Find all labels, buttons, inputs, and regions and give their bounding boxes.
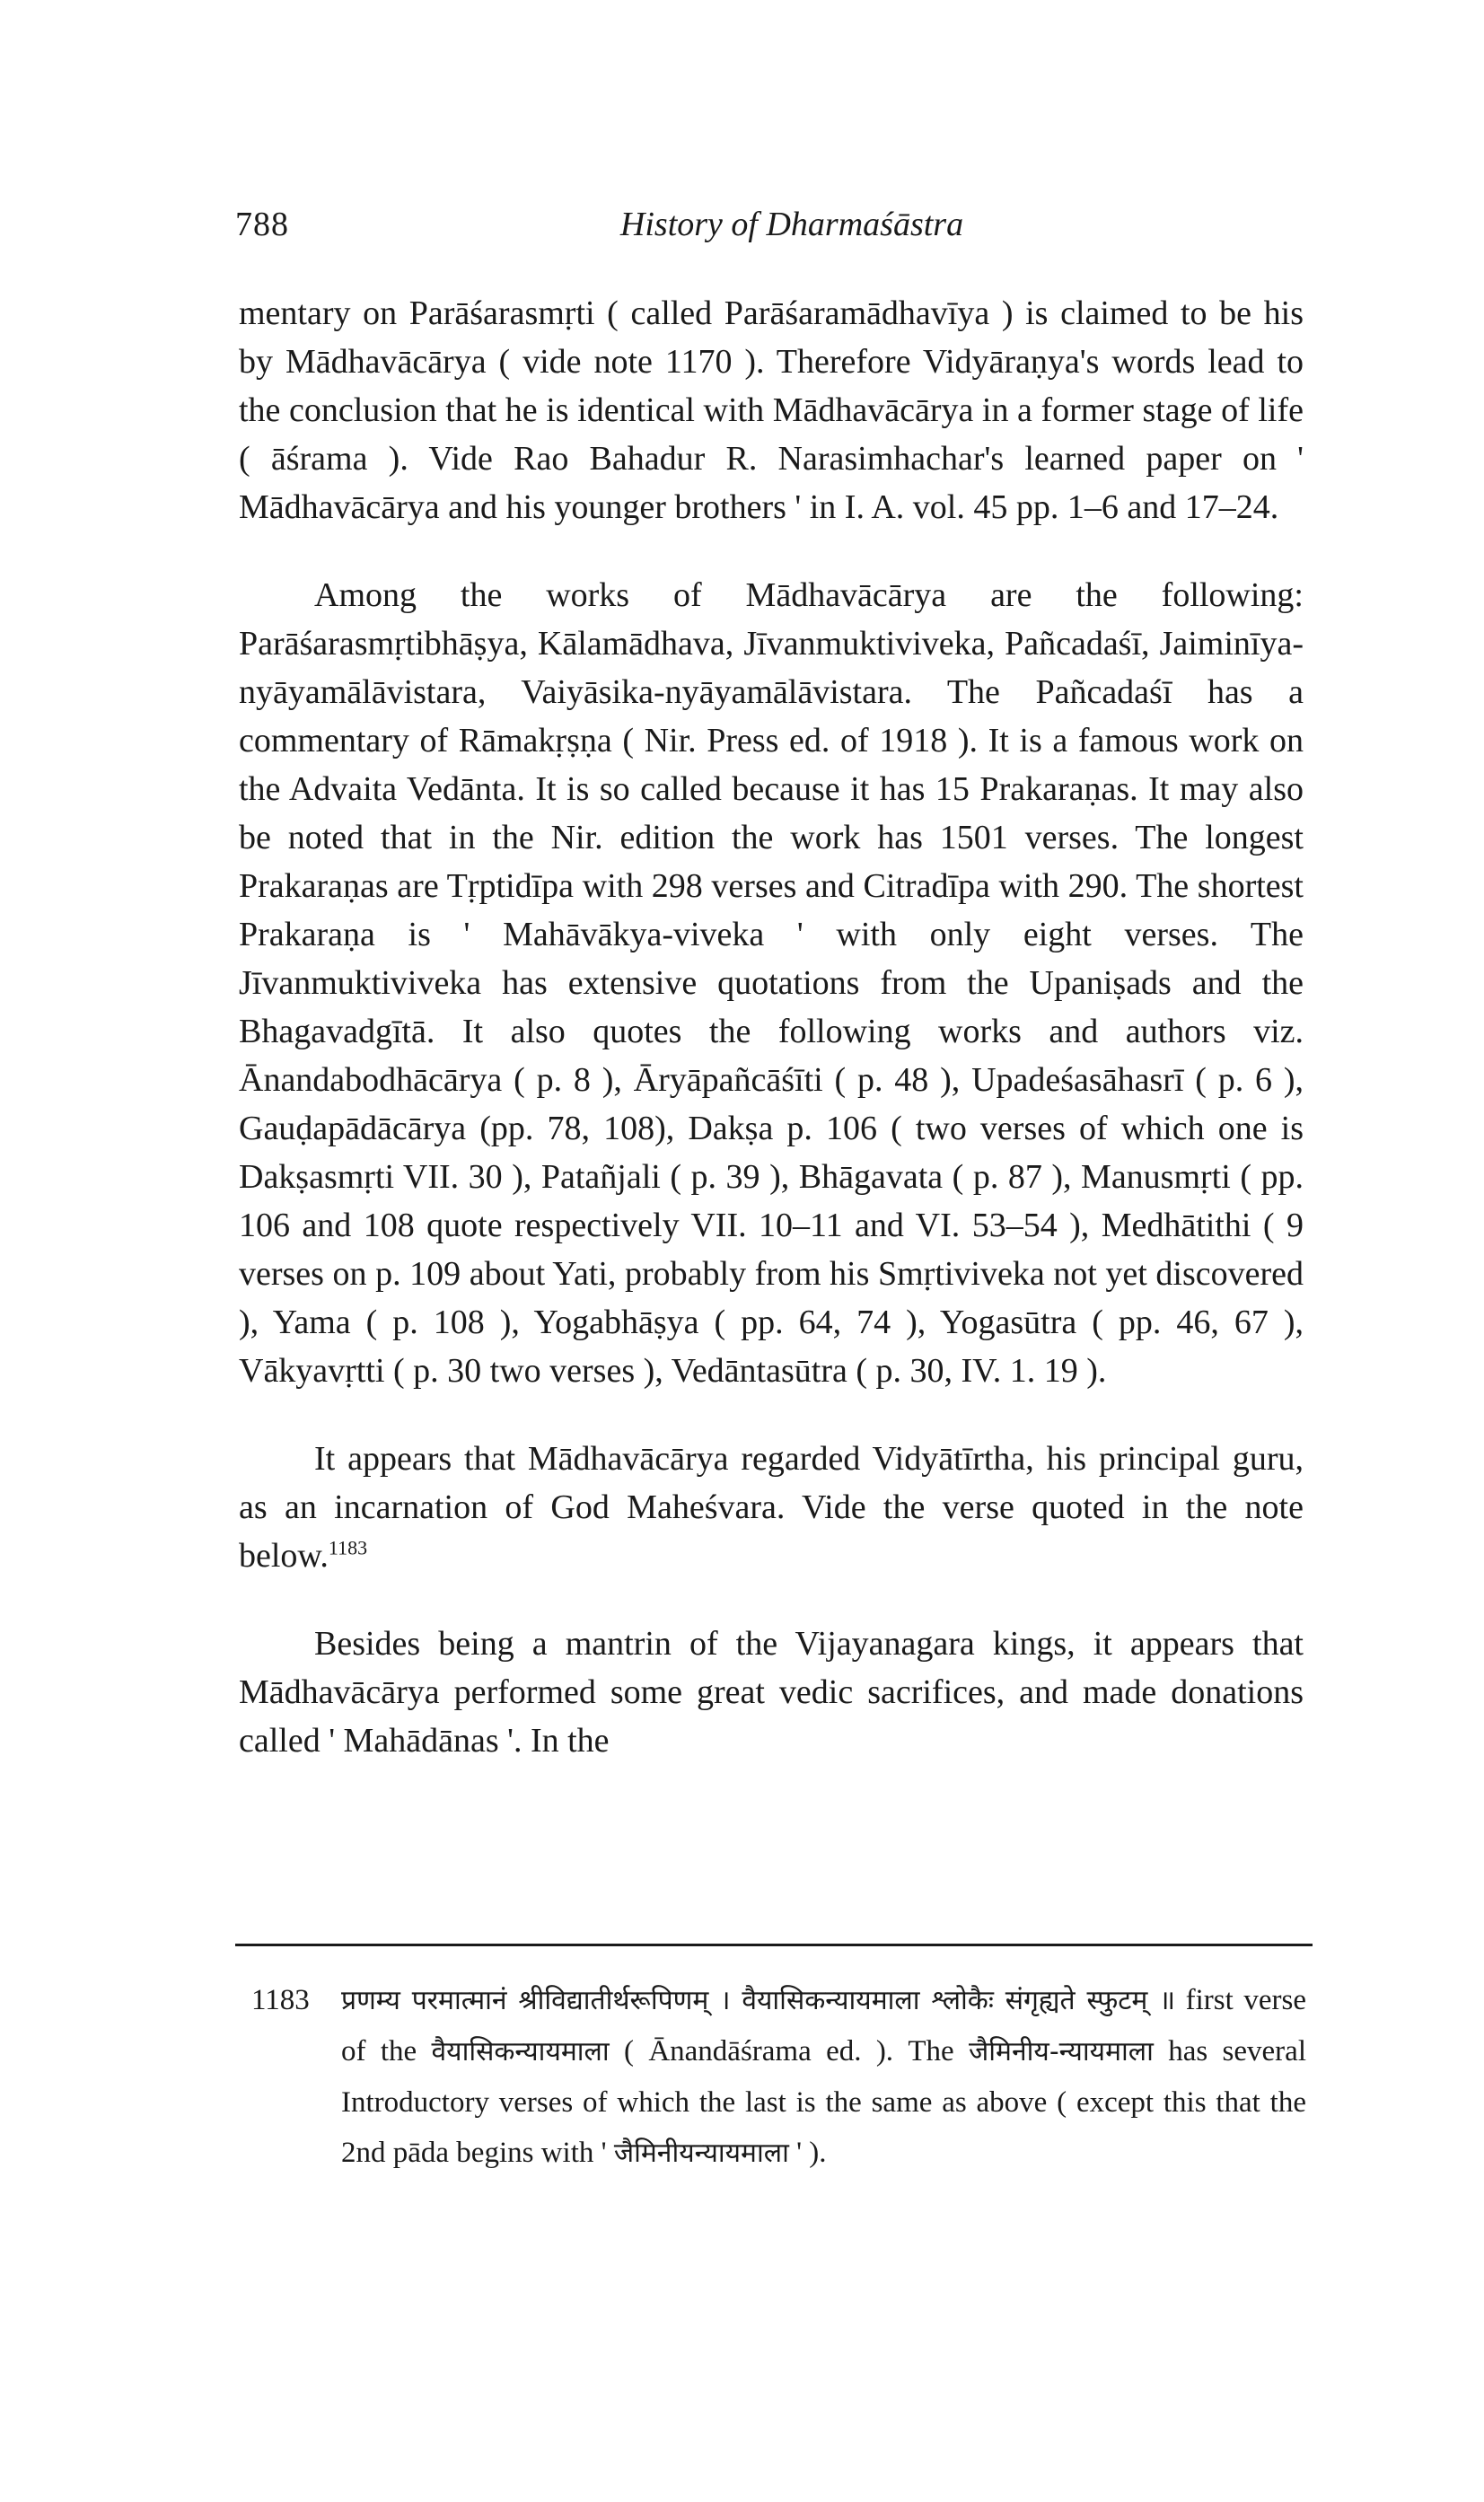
footnote-text-c: has several Introductory verses of which the last is the same as above ( except this that the 2nd pāda begins with ' — [341, 2035, 1306, 2169]
footnote-divider — [235, 1944, 1313, 1946]
footnote-sanskrit-begin: जैमिनीयन्यायमाला — [613, 2138, 789, 2169]
paragraph-1: mentary on Parāśarasmṛti ( called Parāśaramādhavīya ) is claimed to be his by Mādhavācārya ( vide note 1170 ). Therefore Vidyāraṇya's words lead to the conclusion that he is identical with Mādhavācārya in a former stage of life ( āśrama ). Vide Rao Bahadur R. Narasimhachar's learned paper on ' Mādhavācārya and his younger brothers ' in I. A. vol. 45 pp. 1–6 and 17–24. — [239, 294, 1304, 526]
running-title: History of Dharmaśāstra — [619, 206, 964, 243]
page-number: 788 — [235, 206, 289, 243]
footnote-sanskrit-title-2: जैमिनीय-न्यायमाला — [969, 2036, 1154, 2067]
footnote-sanskrit-title: वैयासिकन्यायमाला — [431, 2036, 610, 2067]
paragraph-4: Besides being a mantrin of the Vijayanagara kings, it appears that Mādhavācārya performed some great vedic sacrifices, and made donations called ' Mahādānas '. In the — [239, 1625, 1304, 1760]
main-text — [239, 289, 1304, 1765]
paragraph-3-text: It appears that Mādhavācārya regarded Vidyātīrtha, his principal guru, as an incarnation of God Maheśvara. Vide the verse quoted in the note below. — [239, 1440, 1304, 1575]
footnote-text — [341, 1975, 1306, 2179]
paragraph-2: Among the works of Mādhavācārya are the following: Parāśarasmṛtibhāṣya, Kālamādhava, Jīvanmuktiviveka, Pañcadaśī, Jaiminīya-nyāyamālāvistara, Vaiyāsika-nyāyamālāvistara. The Pañcadaśī has a commentary of Rāmakṛṣṇa ( Nir. Press ed. of 1918 ). It is a famous work on the Advaita Vedānta. It is so called because it has 15 Prakaraṇas. It may also be noted that in the Nir. edition the work has 1501 verses. The longest Prakaraṇas are Tṛptidīpa with 298 verses and Citradīpa with 290. The shortest Prakaraṇa is ' Mahāvākya-viveka ' with only eight verses. The Jīvanmuktiviveka has extensive quotations from the Upaniṣads and the Bhagavadgītā. It also quotes the following works and authors viz. Ānandabodhācārya ( p. 8 ), Āryāpañcāśīti ( p. 48 ), Upadeśasāhasrī ( p. 6 ), Gauḍapādācārya (pp. 78, 108), Dakṣa p. 106 ( two verses of which one is Dakṣasmṛti VII. 30 ), Patañjali ( p. 39 ), Bhāgavata ( p. 87 ), Manusmṛti ( pp. 106 and 108 quote respectively VII. 10–11 and VI. 53–54 ), Medhātithi ( 9 verses on p. 109 about Yati, probably from his Smṛtiviveka not yet discovered ), Yama ( p. 108 ), Yogabhāṣya ( pp. 64, 74 ), Yogasūtra ( pp. 46, 67 ), Vākyavṛtti ( p. 30 two verses ), Vedāntasūtra ( p. 30, IV. 1. 19 ). — [239, 576, 1304, 1390]
paragraph-3 — [239, 1435, 1304, 1580]
footnote-sanskrit-verse: प्रणम्य परमात्मानं श्रीविद्यातीर्थरूपिणम् । वैयासिकन्यायमाला श्लोकैः संगृह्यते स्फुटम् ॥ — [341, 1985, 1176, 2016]
footnote — [251, 1975, 1306, 2179]
footnote-text-b: ( Ānandāśrama ed. ). The — [609, 2035, 970, 2067]
footnote-text-d: ' ). — [788, 2137, 827, 2169]
page-header — [235, 205, 1313, 259]
footnote-number: 1183 — [251, 1984, 310, 2016]
footnote-reference[interactable]: 1183 — [328, 1536, 368, 1559]
footnote-text-a: first verse of the — [341, 1984, 1306, 2067]
